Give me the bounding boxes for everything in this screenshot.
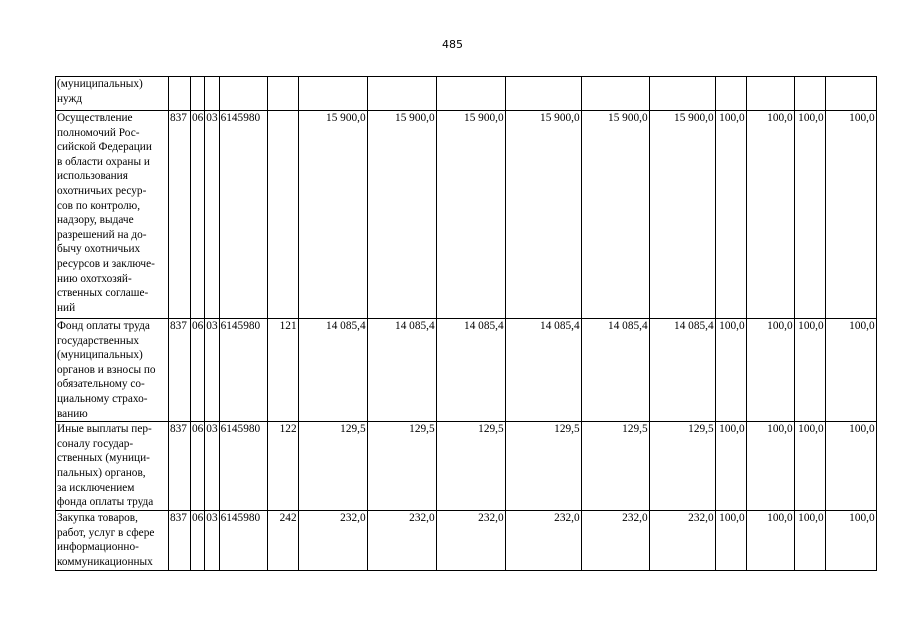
amount-4-cell: [505, 77, 581, 111]
budget-table: [55, 76, 877, 571]
row-name-line: ственных соглаше-: [57, 287, 149, 300]
row-name-line: коммуникационных: [57, 555, 153, 568]
amount-4-cell: 129,5: [505, 422, 581, 511]
row-name-line: Осуществление: [57, 112, 133, 124]
amount-1-cell: 15 900,0: [298, 111, 367, 319]
percent-4-cell: 100,0: [825, 111, 876, 319]
admin-code-cell: 837: [169, 422, 191, 511]
table-row: [56, 511, 877, 571]
table-row: [56, 319, 877, 422]
amount-2-cell: 15 900,0: [367, 111, 436, 319]
amount-6-cell: [649, 77, 715, 111]
row-name-line: органов и взносы по: [57, 363, 156, 376]
percent-3-cell: 100,0: [794, 111, 825, 319]
expense-type-code-cell: 121: [267, 319, 298, 422]
row-name-line: работ, услуг в сфере: [57, 526, 155, 539]
amount-3-cell: 14 085,4: [436, 319, 505, 422]
amount-5-cell: 14 085,4: [581, 319, 649, 422]
amount-4-cell: 232,0: [505, 511, 581, 571]
section-code-cell: 06: [191, 319, 205, 422]
row-name-line: циальному страхо-: [57, 392, 148, 405]
row-name-line: ний: [57, 301, 76, 314]
target-article-code-cell: 6145980: [219, 319, 267, 422]
subsection-code-cell: 03: [205, 319, 219, 422]
amount-6-cell: 14 085,4: [649, 319, 715, 422]
row-name-line: ванию: [57, 407, 88, 420]
percent-2-cell: 100,0: [746, 319, 794, 422]
row-name-line: сийской Федерации: [57, 141, 152, 154]
subsection-code-cell: 03: [205, 422, 219, 511]
row-name-line: пальных) органов,: [57, 466, 146, 479]
amount-5-cell: [581, 77, 649, 111]
section-code-cell: 06: [191, 111, 205, 319]
admin-code-cell: 837: [169, 319, 191, 422]
row-name-line: фонда оплаты труда: [57, 496, 154, 509]
subsection-code-cell: [205, 77, 219, 111]
admin-code-cell: 837: [169, 111, 191, 319]
amount-1-cell: [298, 77, 367, 111]
table-row: [56, 422, 877, 511]
table-row: [56, 77, 877, 111]
amount-3-cell: 129,5: [436, 422, 505, 511]
row-name-line: (муниципальных): [57, 78, 143, 90]
percent-2-cell: 100,0: [746, 422, 794, 511]
target-article-code-cell: 6145980: [219, 422, 267, 511]
row-name-line: бычу охотничьих: [57, 243, 141, 256]
amount-1-cell: 232,0: [298, 511, 367, 571]
percent-3-cell: 100,0: [794, 511, 825, 571]
page-number: 485: [442, 38, 463, 51]
section-code-cell: 06: [191, 422, 205, 511]
row-name-line: полномочий Рос-: [57, 126, 140, 139]
percent-4-cell: 100,0: [825, 511, 876, 571]
amount-1-cell: 14 085,4: [298, 319, 367, 422]
percent-2-cell: [746, 77, 794, 111]
table-row: [56, 111, 877, 319]
row-name-cell: [56, 422, 169, 511]
row-name-line: Фонд оплаты труда: [57, 320, 150, 332]
row-name-line: надзору, выдаче: [57, 214, 134, 227]
percent-1-cell: 100,0: [715, 319, 746, 422]
row-name-cell: [56, 319, 169, 422]
section-code-cell: 06: [191, 511, 205, 571]
row-name-line: охотничьих ресур-: [57, 184, 147, 197]
percent-2-cell: 100,0: [746, 511, 794, 571]
row-name-line: за исключением: [57, 481, 135, 494]
percent-3-cell: 100,0: [794, 422, 825, 511]
amount-5-cell: 15 900,0: [581, 111, 649, 319]
amount-2-cell: 232,0: [367, 511, 436, 571]
percent-1-cell: 100,0: [715, 422, 746, 511]
row-name-line: нию охотхозяй-: [57, 272, 132, 285]
percent-4-cell: [825, 77, 876, 111]
row-name-line: соналу государ-: [57, 437, 134, 450]
percent-4-cell: 100,0: [825, 422, 876, 511]
row-name-line: в области охраны и: [57, 155, 150, 168]
percent-3-cell: [794, 77, 825, 111]
row-name-line: (муниципальных): [57, 349, 143, 362]
amount-3-cell: [436, 77, 505, 111]
amount-2-cell: [367, 77, 436, 111]
amount-5-cell: 232,0: [581, 511, 649, 571]
amount-1-cell: 129,5: [298, 422, 367, 511]
row-name-line: использования: [57, 170, 128, 183]
amount-6-cell: 232,0: [649, 511, 715, 571]
amount-2-cell: 14 085,4: [367, 319, 436, 422]
row-name-line: сов по контролю,: [57, 199, 141, 212]
amount-2-cell: 129,5: [367, 422, 436, 511]
amount-5-cell: 129,5: [581, 422, 649, 511]
admin-code-cell: [169, 77, 191, 111]
amount-3-cell: 15 900,0: [436, 111, 505, 319]
row-name-line: нужд: [57, 92, 83, 105]
subsection-code-cell: 03: [205, 111, 219, 319]
admin-code-cell: 837: [169, 511, 191, 571]
row-name-cell: [56, 111, 169, 319]
row-name-line: разрешений на до-: [57, 228, 147, 241]
row-name-line: Закупка товаров,: [57, 512, 138, 525]
percent-2-cell: 100,0: [746, 111, 794, 319]
expense-type-code-cell: [267, 77, 298, 111]
target-article-code-cell: 6145980: [219, 111, 267, 319]
expense-type-code-cell: [267, 111, 298, 319]
amount-6-cell: 129,5: [649, 422, 715, 511]
row-name-line: ственных (муници-: [57, 452, 150, 465]
amount-6-cell: 15 900,0: [649, 111, 715, 319]
subsection-code-cell: 03: [205, 511, 219, 571]
percent-3-cell: 100,0: [794, 319, 825, 422]
amount-4-cell: 15 900,0: [505, 111, 581, 319]
expense-type-code-cell: 242: [267, 511, 298, 571]
row-name-line: Иные выплаты пер-: [57, 423, 152, 436]
amount-3-cell: 232,0: [436, 511, 505, 571]
percent-4-cell: 100,0: [825, 319, 876, 422]
amount-4-cell: 14 085,4: [505, 319, 581, 422]
target-article-code-cell: [219, 77, 267, 111]
percent-1-cell: [715, 77, 746, 111]
target-article-code-cell: 6145980: [219, 511, 267, 571]
row-name-cell: [56, 511, 169, 571]
percent-1-cell: 100,0: [715, 111, 746, 319]
row-name-cell: [56, 77, 169, 111]
row-name-line: обязательному со-: [57, 378, 145, 391]
row-name-line: информационно-: [57, 541, 139, 554]
row-name-line: государственных: [57, 334, 140, 347]
row-name-line: ресурсов и заключе-: [57, 257, 155, 270]
expense-type-code-cell: 122: [267, 422, 298, 511]
section-code-cell: [191, 77, 205, 111]
percent-1-cell: 100,0: [715, 511, 746, 571]
